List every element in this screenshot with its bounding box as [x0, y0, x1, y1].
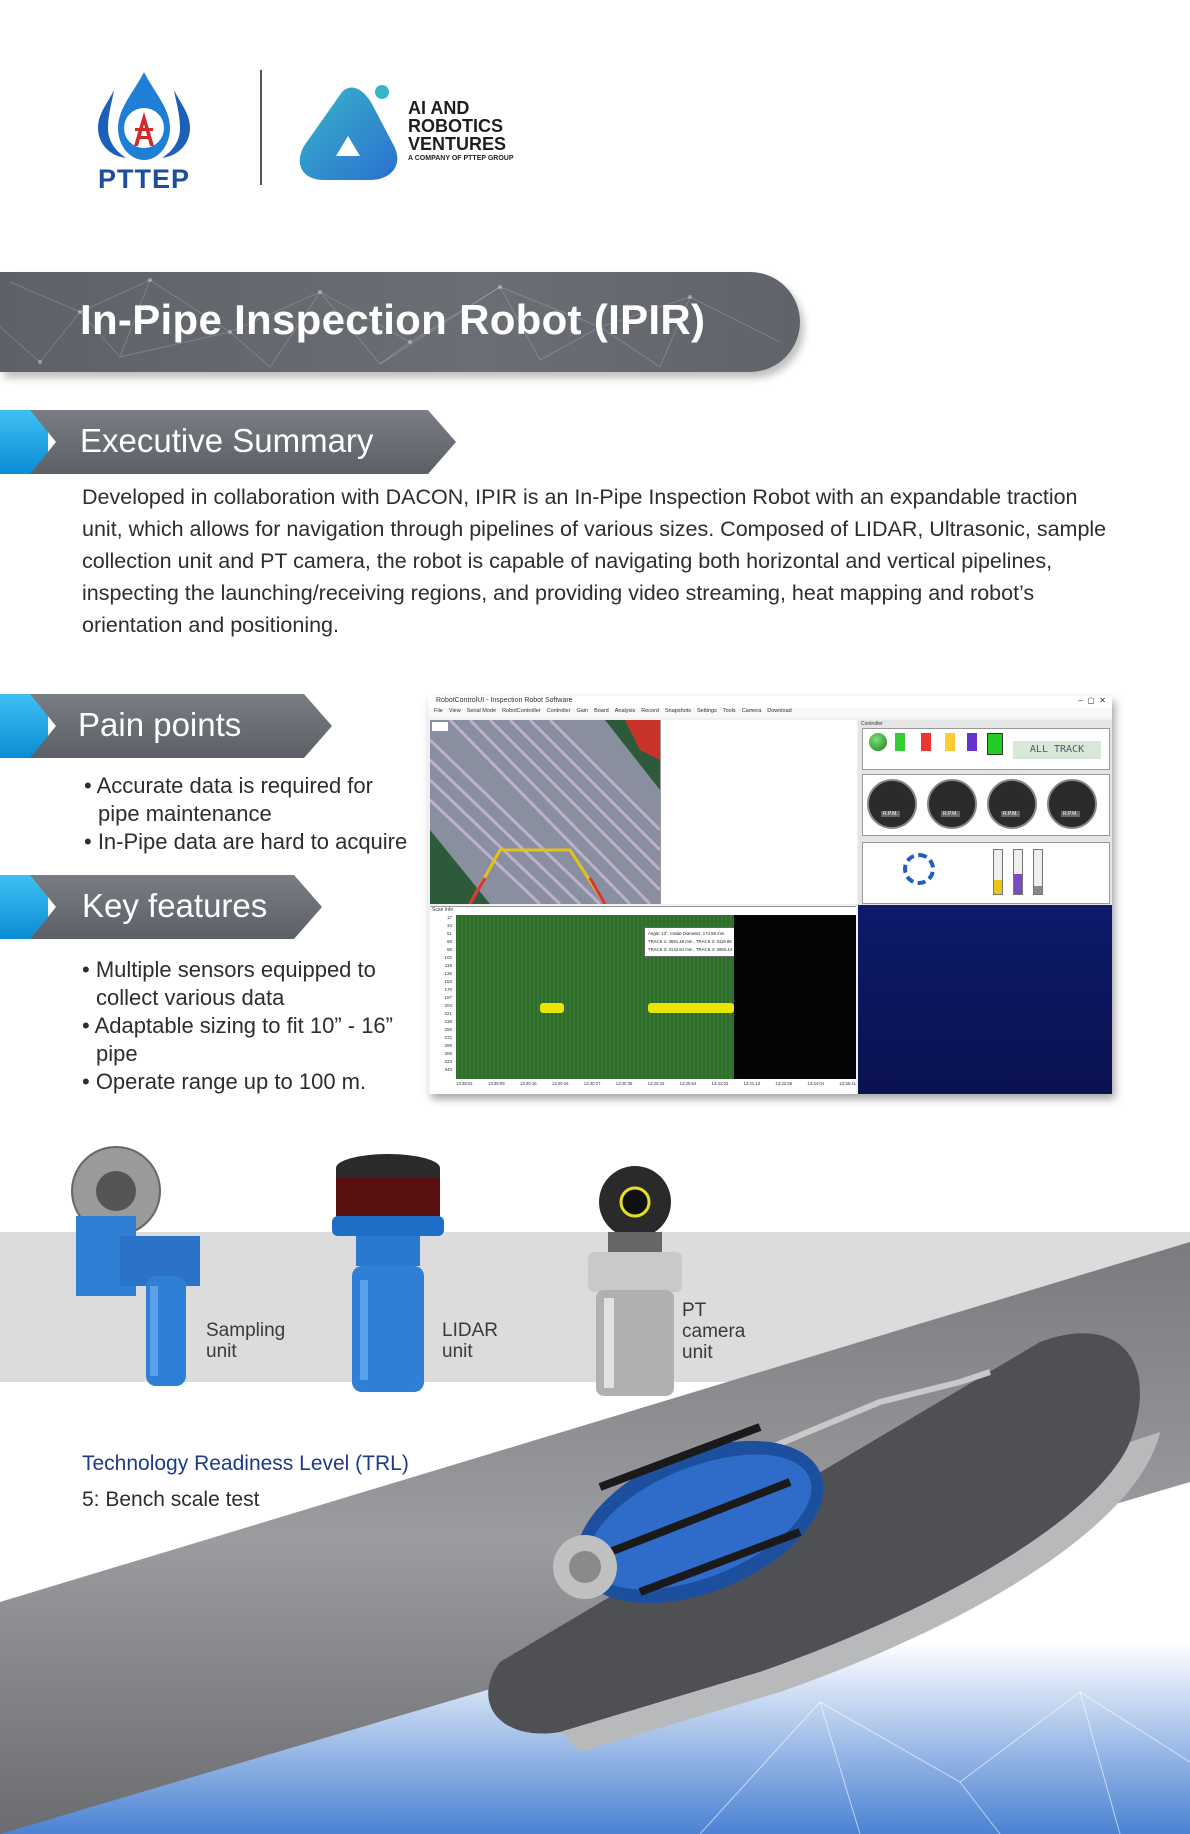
- camera-view: [430, 720, 660, 904]
- y-tick-label: 255: [444, 1027, 452, 1032]
- list-item: • Accurate data is required for pipe maintenance: [84, 773, 373, 826]
- y-tick-label: 170: [444, 987, 452, 992]
- rpm-gauge-icon: R.P.M.: [1047, 779, 1097, 829]
- arv-tagline: A COMPANY OF PTTEP GROUP: [408, 155, 514, 162]
- y-tick-label: 204: [444, 1003, 452, 1008]
- arv-line-3: VENTURES: [408, 134, 507, 154]
- y-tick-label: 85: [446, 947, 452, 952]
- heatmap-x-axis: [456, 1081, 856, 1091]
- key-features-title: Key features: [82, 887, 268, 924]
- camera-feed-image: [430, 720, 660, 904]
- menu-item[interactable]: Gain: [576, 708, 589, 714]
- software-menubar: [428, 708, 1112, 718]
- x-tick-label: 13:38:01: [456, 1081, 473, 1086]
- controller-panel: [858, 720, 1112, 1094]
- heatmap: [456, 915, 734, 1079]
- unit-caption-pt-camera: PT camera unit: [682, 1300, 746, 1363]
- executive-summary-header: [0, 410, 460, 474]
- arv-logo: [294, 84, 534, 184]
- trl-heading: Technology Readiness Level (TRL): [82, 1452, 409, 1475]
- y-tick-label: 238: [444, 1019, 452, 1024]
- x-tick-label: 13:34:04: [807, 1081, 825, 1086]
- y-tick-label: 323: [444, 1059, 452, 1064]
- lidar-unit-icon: [328, 1150, 448, 1400]
- executive-summary-title: Executive Summary: [80, 422, 374, 459]
- heatmap-stripe: [648, 1003, 734, 1013]
- pt-camera-icon: [580, 1162, 690, 1402]
- scan-panel: [430, 906, 856, 1094]
- list-item: • In-Pipe data are hard to acquire: [84, 829, 408, 854]
- x-tick-label: 13:38:09: [487, 1081, 505, 1086]
- pttep-drop-icon: [74, 70, 214, 165]
- y-tick-label: 51: [446, 931, 452, 936]
- heatmap-y-axis: [430, 915, 454, 1075]
- window-controls-icon: – ▢ ✕: [1078, 696, 1106, 705]
- pain-points-title: Pain points: [78, 706, 242, 743]
- x-tick-label: 13:40:27: [583, 1081, 601, 1086]
- menu-item[interactable]: Settings: [696, 708, 717, 714]
- software-screenshot: [428, 696, 1112, 1094]
- trl-value: 5: Bench scale test: [82, 1488, 260, 1511]
- arv-line-1: AI AND: [408, 98, 470, 118]
- y-tick-label: 221: [444, 1011, 452, 1016]
- list-item: • Multiple sensors equipped to collect various data: [82, 957, 376, 1010]
- software-window-title: RobotControlUI - Inspection Robot Software: [436, 697, 573, 704]
- list-item: • Adaptable sizing to fit 10” - 16” pipe: [82, 1013, 393, 1066]
- menu-item[interactable]: Analysis: [614, 708, 636, 714]
- status-box: [862, 728, 1110, 770]
- menu-item[interactable]: Snapshots: [664, 708, 691, 714]
- controller-panel-title: Controller: [861, 721, 883, 727]
- x-tick-label: 13:40:16: [519, 1081, 537, 1086]
- x-tick-label: 13:40:35: [615, 1081, 633, 1086]
- menu-item[interactable]: Controller: [546, 708, 571, 714]
- x-tick-label: 13:32:56: [775, 1081, 793, 1086]
- rpm-gauge-icon: R.P.M.: [867, 779, 917, 829]
- battery-icon: [987, 733, 1003, 755]
- list-item: • Operate range up to 100 m.: [82, 1069, 367, 1094]
- camera-view-blank: [660, 720, 857, 904]
- menu-item[interactable]: RobotController: [502, 708, 541, 714]
- connected-indicator-icon: [869, 733, 887, 751]
- key-features-header: [0, 875, 322, 939]
- x-tick-label: 13:40:43: [647, 1081, 665, 1086]
- y-tick-label: 272: [444, 1035, 452, 1040]
- signal-yellow-icon: [945, 733, 955, 751]
- rpm-gauge-icon: R.P.M.: [987, 779, 1037, 829]
- menu-item[interactable]: File: [434, 708, 443, 714]
- unit-caption-lidar: LIDAR unit: [442, 1320, 498, 1362]
- menu-item[interactable]: Record: [641, 708, 659, 714]
- heatmap-stripe: [540, 1003, 564, 1013]
- status-display: ALL TRACK: [1013, 741, 1101, 759]
- gauge-row: [862, 774, 1110, 836]
- rpm-gauge-icon: R.P.M.: [927, 779, 977, 829]
- menu-item[interactable]: View: [448, 708, 461, 714]
- x-tick-label: 13:41:13: [743, 1081, 761, 1086]
- heatmap-dark-region: [734, 915, 856, 1079]
- signal-red-icon: [921, 733, 931, 751]
- key-features-list: [78, 956, 418, 1096]
- arv-mark-icon: [294, 84, 406, 184]
- y-tick-label: 187: [444, 995, 452, 1000]
- menu-item[interactable]: Tools: [722, 708, 736, 714]
- y-tick-label: 17: [446, 915, 452, 920]
- logo-divider: [260, 70, 262, 185]
- y-tick-label: 119: [444, 963, 452, 968]
- pttep-wordmark: PTTEP: [97, 164, 190, 194]
- arv-line-2: ROBOTICS: [408, 116, 504, 136]
- y-tick-label: 102: [444, 955, 452, 960]
- mode-icon: [967, 733, 977, 751]
- y-tick-label: 34: [446, 923, 452, 928]
- y-tick-label: 136: [444, 971, 452, 976]
- x-tick-label: 13:40:16: [551, 1081, 569, 1086]
- pttep-logo: [74, 70, 214, 195]
- menu-item[interactable]: Board: [594, 708, 609, 714]
- heatmap-tooltip: Angle: 12°, Inside Diameter: 173.59 mm TRACK 1: 3591.48 mm , TRACK 2: 3119.89 TRACK 3: 3142.64 mm , TRACK 4: 3050.44: [644, 927, 748, 957]
- menu-item[interactable]: Serial Mode: [466, 708, 497, 714]
- robot-orientation-icon: [903, 853, 935, 885]
- x-tick-label: 13:41:02: [711, 1081, 729, 1086]
- x-tick-label: 13:36:41: [839, 1081, 856, 1086]
- level-bar: [1033, 849, 1043, 895]
- pain-points-header: [0, 694, 332, 758]
- unit-caption-sampling: Sampling unit: [206, 1320, 286, 1362]
- y-tick-label: 340: [444, 1067, 452, 1072]
- x-tick-label: 13:40:54: [679, 1081, 697, 1086]
- y-tick-label: 306: [444, 1051, 452, 1056]
- title-banner: [0, 272, 800, 372]
- scan-panel-title: Scan Info: [432, 907, 454, 913]
- y-tick-label: 153: [444, 979, 452, 984]
- sensor-box: [862, 842, 1110, 904]
- executive-summary-text: Developed in collaboration with DACON, IPIR is an In-Pipe Inspection Robot with an expandable traction unit, which allows for navigation through pipelines of various sizes. Composed of LIDAR, Ultrasonic, sample collection unit and PT camera, the robot is capable of navigating both horizontal and vertical pipelines, inspecting the launching/receiving regions, and providing video streaming, heat mapping and robot’s orientation and positioning.: [82, 485, 1107, 637]
- y-tick-label: 68: [446, 939, 452, 944]
- signal-green-icon: [895, 733, 905, 751]
- page-title: In-Pipe Inspection Robot (IPIR): [80, 296, 706, 343]
- sampling-unit-icon: [60, 1146, 210, 1396]
- level-bar: [1013, 849, 1023, 895]
- pain-points-list: [80, 772, 420, 856]
- menu-item[interactable]: Camera: [741, 708, 762, 714]
- y-tick-label: 289: [444, 1043, 452, 1048]
- menu-item[interactable]: Download: [767, 708, 792, 714]
- level-bar: [993, 849, 1003, 895]
